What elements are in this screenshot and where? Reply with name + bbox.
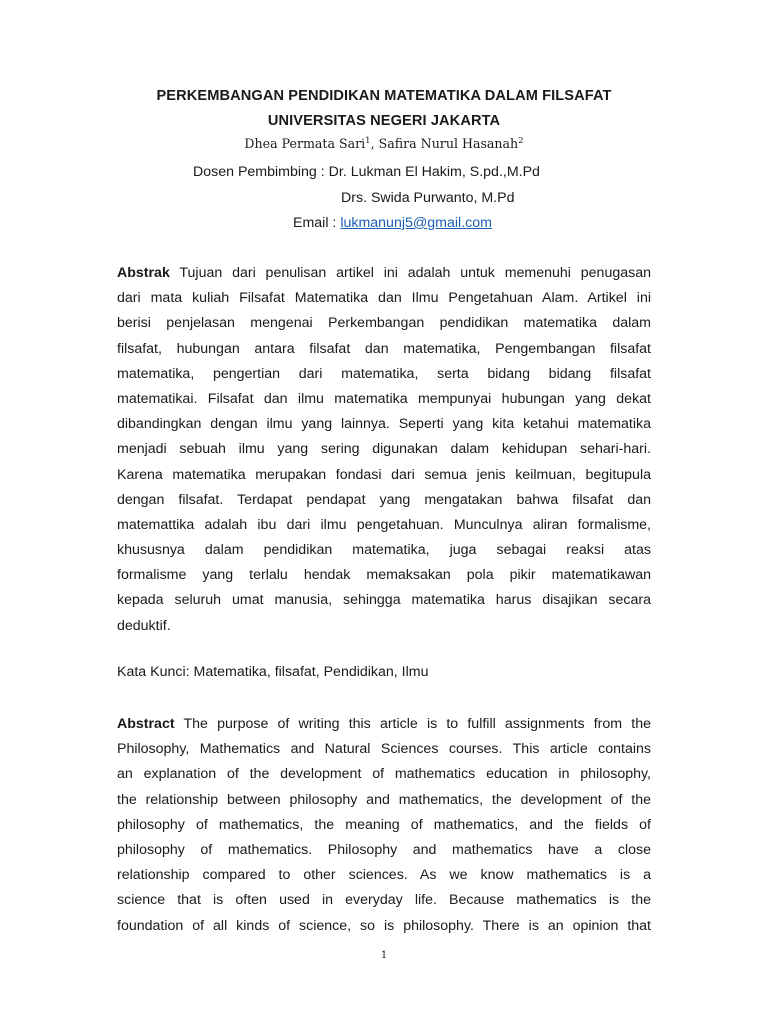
line-text: dari mata kuliah Filsafat Matematika dan Ilmu Pengetahuan Alam. Artikel ini <box>117 290 651 307</box>
paragraph-line <box>117 463 651 488</box>
author-2: Safira Nurul Hasanah <box>378 136 519 151</box>
paragraph-line <box>117 261 651 286</box>
paragraph-line <box>117 437 651 462</box>
paragraph-line <box>117 863 651 888</box>
line-text: formalisme yang terlalu hendak memaksakan pola pikir matematikawan <box>117 567 651 584</box>
paragraph-line <box>117 762 651 787</box>
line-text: matemattika adalah ibu dari ilmu pengetahuan. Munculnya aliran formalisme, <box>117 516 651 533</box>
author-1-affiliation: 1 <box>365 135 371 146</box>
line-text: The purpose of writing this article is to fulfill assignments from the <box>174 716 651 732</box>
author-2-affiliation: 2 <box>518 135 524 146</box>
line-text: matematikai. Filsafat dan ilmu matematika mempunyai hubungan yang dekat <box>117 390 651 407</box>
author-separator: , <box>370 136 379 151</box>
line-text: science that is often used in everyday life. Because mathematics is the <box>117 892 651 909</box>
paragraph-line <box>117 888 651 913</box>
email-label: Email : <box>293 215 341 231</box>
paragraph-line <box>117 513 651 538</box>
paragraph-line <box>117 914 651 939</box>
paragraph-line <box>117 838 651 863</box>
keywords: Kata Kunci: Matematika, filsafat, Pendidikan, Ilmu <box>117 664 429 680</box>
email-link[interactable]: lukmanunj5@gmail.com <box>340 215 492 231</box>
line-text: dibandingkan dengan ilmu yang lainnya. Seperti yang kita ketahui matematika <box>117 416 651 433</box>
line-text: kepada seluruh umat manusia, sehingga matematika harus disajikan secara <box>117 592 651 609</box>
paragraph-line <box>117 488 651 513</box>
line-text: deduktif. <box>117 617 171 634</box>
line-text: dengan filsafat. Terdapat pendapat yang mengatakan bahwa filsafat dan <box>117 491 651 508</box>
line-text: the relationship between philosophy and mathematics, the development of the <box>117 791 651 808</box>
title-line-1: PERKEMBANGAN PENDIDIKAN MATEMATIKA DALAM FILSAFAT <box>156 88 612 104</box>
paragraph-line <box>117 588 651 613</box>
line-text: an explanation of the development of mathematics education in philosophy, <box>117 766 651 783</box>
line-text: foundation of all kinds of science, so is philosophy. There is an opinion that <box>117 917 651 934</box>
paragraph-line <box>117 614 651 639</box>
section-label: Abstract <box>117 716 175 732</box>
supervisor-line-2: Drs. Swida Purwanto, M.Pd <box>341 190 515 206</box>
abstract-paragraph <box>117 712 651 939</box>
paragraph-line <box>117 712 651 737</box>
line-text: berisi penjelasan mengenai Perkembangan pendidikan matematika dalam <box>117 315 651 332</box>
line-text: Karena matematika merupakan fondasi dari semua jenis keilmuan, begitupula <box>117 466 651 483</box>
line-text: filsafat, hubungan antara filsafat dan matematika, Pengembangan filsafat <box>117 340 651 357</box>
page-number: 1 <box>380 950 388 961</box>
section-label: Abstrak <box>117 265 170 281</box>
line-text: philosophy of mathematics, the meaning of mathematics, and the fields of <box>117 816 651 833</box>
abstrak-paragraph <box>117 261 651 639</box>
paragraph-line <box>117 412 651 437</box>
line-text: khususnya dalam pendidikan matematika, juga sebagai reaksi atas <box>117 542 651 559</box>
email-line <box>293 215 492 231</box>
paragraph-line <box>117 813 651 838</box>
paragraph-line <box>117 788 651 813</box>
paragraph-line <box>117 337 651 362</box>
line-text: relationship compared to other sciences. As we know mathematics is a <box>117 867 651 884</box>
supervisor-line-1: Dosen Pembimbing : Dr. Lukman El Hakim, S.pd.,M.Pd <box>193 164 540 180</box>
line-text: philosophy of mathematics. Philosophy and mathematics have a close <box>117 841 651 858</box>
paragraph-line <box>117 538 651 563</box>
paragraph-line <box>117 563 651 588</box>
line-text: menjadi sebuah ilmu yang sering digunakan dalam kehidupan sehari-hari. <box>117 441 651 458</box>
title-line-2: UNIVERSITAS NEGERI JAKARTA <box>267 113 501 129</box>
line-text: matematika, pengertian dari matematika, serta bidang bidang filsafat <box>117 365 651 382</box>
paragraph-line <box>117 387 651 412</box>
line-text: Philosophy, Mathematics and Natural Sciences courses. This article contains <box>117 741 651 758</box>
line-text: Tujuan dari penulisan artikel ini adalah untuk memenuhi penugasan <box>169 265 651 281</box>
author-1: Dhea Permata Sari <box>244 136 366 151</box>
paragraph-line <box>117 286 651 311</box>
authors <box>0 136 768 151</box>
paragraph-line <box>117 311 651 336</box>
paragraph-line <box>117 362 651 387</box>
paragraph-line <box>117 737 651 762</box>
